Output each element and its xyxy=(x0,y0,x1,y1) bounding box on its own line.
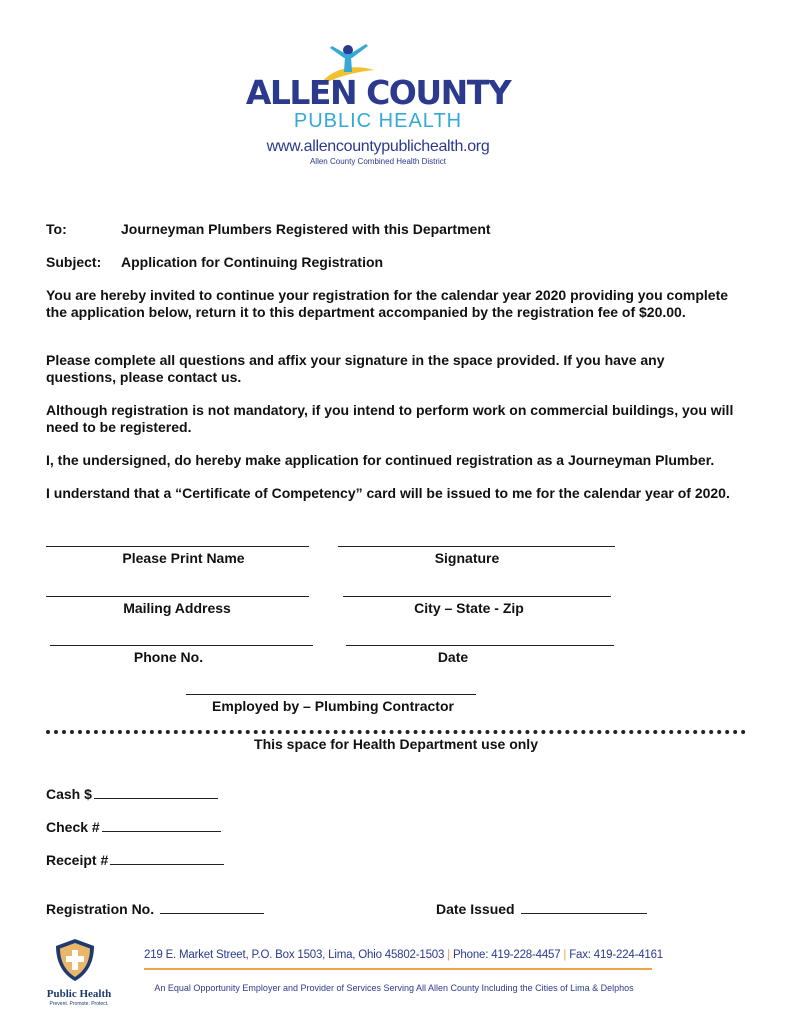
phone-line[interactable] xyxy=(50,645,313,646)
print-name-caption: Please Print Name xyxy=(122,550,245,566)
footer-orange-rule xyxy=(144,968,652,970)
city-state-zip-caption: City – State - Zip xyxy=(414,600,524,616)
to-label: To: xyxy=(46,221,67,237)
to-value: Journeyman Plumbers Registered with this Department xyxy=(121,221,491,237)
office-use-heading: This space for Health Department use only xyxy=(254,736,538,752)
paragraph-invitation: You are hereby invited to continue your registration for the calendar year 2020 providing you complete the application below, return it to this department accompanied by the registration fee of $20.00. xyxy=(46,287,729,320)
registration-no-label: Registration No. xyxy=(46,901,155,917)
receipt-label: Receipt # xyxy=(46,852,109,868)
header-logo xyxy=(228,40,528,130)
footer-logo xyxy=(38,938,120,1008)
subject-value: Application for Continuing Registration xyxy=(121,254,384,270)
phone-caption: Phone No. xyxy=(133,649,204,665)
footer-separator-2: | xyxy=(563,949,570,961)
signature-line[interactable] xyxy=(338,546,615,547)
signature-caption: Signature xyxy=(434,550,500,566)
footer-contact xyxy=(144,949,664,961)
city-state-zip-line[interactable] xyxy=(343,596,611,597)
org-subtitle: PUBLIC HEALTH xyxy=(293,110,463,132)
paragraph-registration-note: Although registration is not mandatory, if you intend to perform work on commercial buildings, you will need to be registered. xyxy=(46,402,734,435)
date-issued-label: Date Issued xyxy=(436,901,515,917)
footer-fax: Fax: 419-224-4161 xyxy=(569,949,663,961)
district-name: Allen County Combined Health District xyxy=(309,157,447,166)
registration-no-input-line[interactable] xyxy=(160,901,264,914)
mailing-address-line[interactable] xyxy=(46,596,309,597)
footer-equal-opportunity: An Equal Opportunity Employer and Provider of Services Serving All Allen County Including the Cities of Lima & Delphos xyxy=(154,983,634,993)
paragraph-application: I, the undersigned, do hereby make application for continued registration as a Journeyman Plumber. xyxy=(46,452,715,468)
footer-logo-tagline: Prevent. Promote. Protect. xyxy=(49,1001,109,1007)
registration-no-field xyxy=(46,901,264,917)
footer-separator-1: | xyxy=(447,949,453,961)
check-label: Check # xyxy=(46,819,100,835)
org-name: ALLEN COUNTY xyxy=(245,73,511,112)
footer-logo-text: Public Health xyxy=(46,988,112,1000)
receipt-input-line[interactable] xyxy=(110,852,224,865)
employer-line[interactable] xyxy=(186,694,476,695)
paragraph-instructions: Please complete all questions and affix your signature in the space provided. If you have any questions, please contact us. xyxy=(46,352,665,385)
date-issued-field xyxy=(436,901,647,917)
paragraph-certificate: I understand that a “Certificate of Competency” card will be issued to me for the calendar year of 2020. xyxy=(46,485,730,501)
date-issued-input-line[interactable] xyxy=(521,901,647,914)
footer-phone: Phone: 419-228-4457 xyxy=(452,949,561,961)
check-input-line[interactable] xyxy=(102,819,221,832)
cash-label: Cash $ xyxy=(46,786,92,802)
employer-caption: Employed by – Plumbing Contractor xyxy=(212,698,454,714)
mailing-address-caption: Mailing Address xyxy=(123,600,231,616)
dotted-divider xyxy=(46,730,746,734)
cash-field xyxy=(46,786,218,802)
receipt-field xyxy=(46,852,224,868)
check-field xyxy=(46,819,221,835)
public-health-shield-icon xyxy=(54,938,96,982)
cash-input-line[interactable] xyxy=(94,786,218,799)
date-caption: Date xyxy=(437,649,469,665)
print-name-line[interactable] xyxy=(46,546,309,547)
date-line[interactable] xyxy=(346,645,614,646)
footer-address: 219 E. Market Street, P.O. Box 1503, Lima, Ohio 45802-1503 xyxy=(144,949,445,961)
website-link[interactable]: www.allencountypublichealth.org xyxy=(266,138,490,155)
subject-label: Subject: xyxy=(46,254,102,270)
